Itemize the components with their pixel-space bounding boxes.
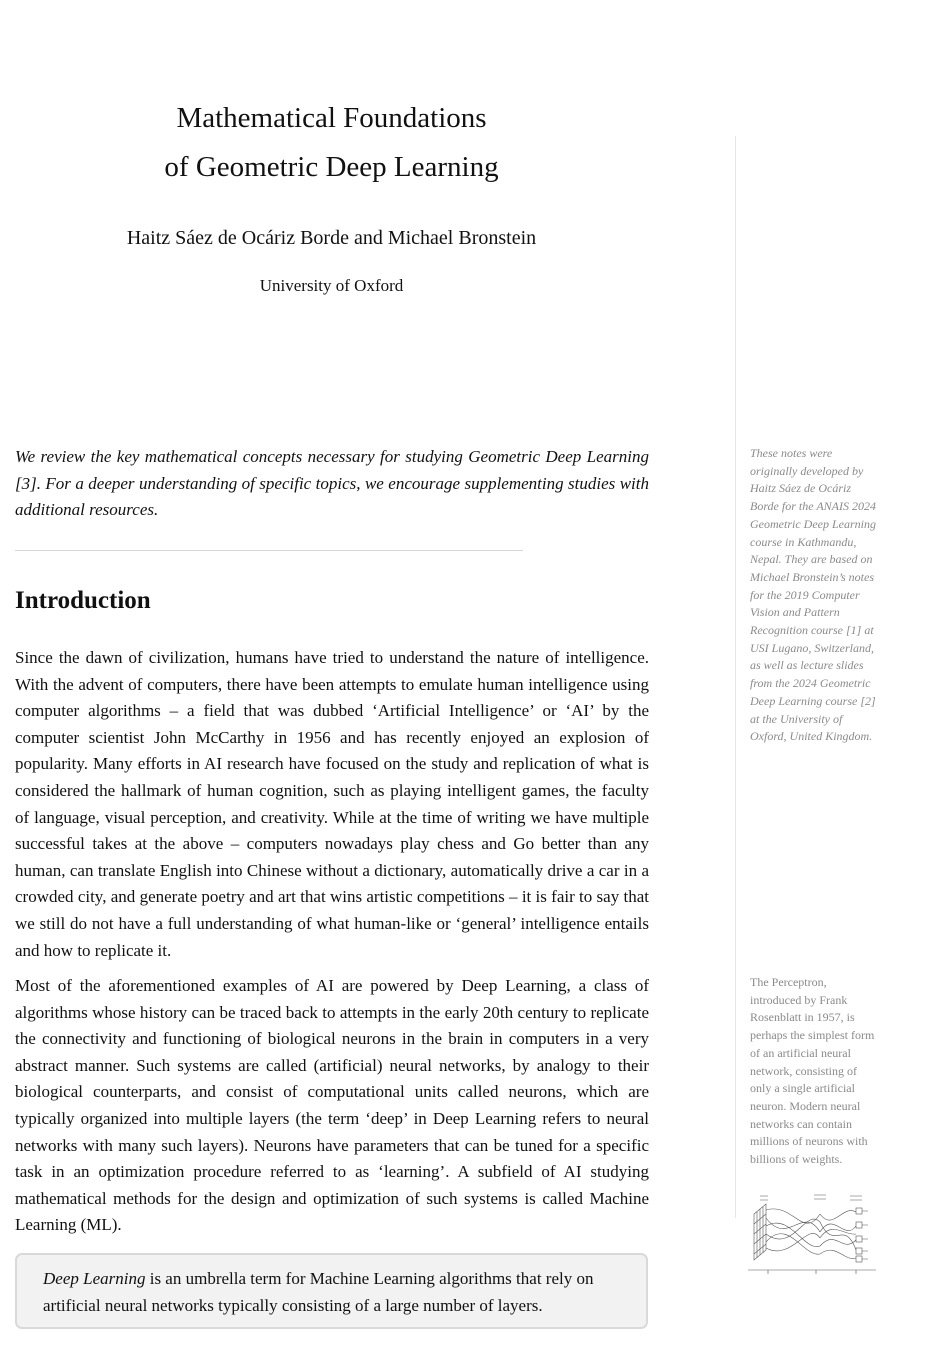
definition-term: Deep Learning <box>43 1269 146 1288</box>
sidenote-course-origin: These notes were originally developed by Haitz Sáez de Ocáriz Borde for the ANAIS 2024 Geometric Deep Learning course in Kathmandu, Nepal. They are based on Michael Bronstein’s notes for the 2019 Computer Vision and Pattern Recognition course [1] at USI Lugano, Switzerland, as well as lecture slides from the 2024 Geometric Deep Learning course [2] at the University of Oxford, United Kingdom. <box>750 446 876 744</box>
definition-box <box>15 1253 648 1329</box>
abstract: We review the key mathematical concepts necessary for studying Geometric Deep Learning [3]. For a deeper understanding of specific topics, we encourage supplementing studies with additional resources. <box>15 447 649 519</box>
intro-paragraph-2: Most of the aforementioned examples of AI are powered by Deep Learning, a class of algorithms whose history can be traced back to attempts in the early 20th century to replicate the connectivity and functioning of biological neurons in the brain in computers in a very abstract manner. Such systems are called (artificial) neural networks, by analogy to their biological counterparts, and consist of computational units called neurons, which are typically organized into multiple layers (the term ‘deep’ in Deep Learning refers to neural networks with many such layers). Neurons have parameters that can be tuned for a specific task in an optimization procedure referred to as ‘learning’. A subfield of AI studying mathematical methods for the design and optimization of such systems is called Machine Learning (ML). <box>15 976 649 1235</box>
sidenote-perceptron: The Perceptron, introduced by Frank Rosenblatt in 1957, is perhaps the simplest form of an artificial neural network, consisting of only a single artificial neuron. Modern neural networks can contain millions of neurons with billions of weights. <box>750 975 875 1167</box>
section-divider <box>15 550 523 551</box>
paper-authors: Haitz Sáez de Ocáriz Borde and Michael Bronstein <box>126 227 537 249</box>
paper-affiliation: University of Oxford <box>259 276 404 295</box>
section-heading-introduction: Introduction <box>15 587 151 614</box>
paper-title-line-2: of Geometric Deep Learning <box>164 151 499 183</box>
definition-text: is an umbrella term for Machine Learning algorithms that rely on artificial neural networks typically consisting of a large number of layers. <box>43 1269 594 1315</box>
intro-paragraph-1: Since the dawn of civilization, humans have tried to understand the nature of intelligence. With the advent of computers, there have been attempts to emulate human intelligence using computer algorithms – a field that was dubbed ‘Artificial Intelligence’ or ‘AI’ by the computer scientist John McCarthy in 1956 and has recently enjoyed an explosion of popularity. Many efforts in AI research have focused on the study and replication of what is considered the hallmark of human cognition, such as playing intelligent games, the faculty of language, visual perception, and creativity. While at the time of writing we have multiple successful takes at the above – computers nowadays play chess and Go better than any human, can translate English into Chinese without a dictionary, automatically drive a car in a crowded city, and generate poetry and art that wins artistic competitions – it is fair to say that we still do not have a full understanding of what human-like or ‘general’ intelligence entails and how to replicate it. <box>15 648 649 960</box>
margin-divider <box>735 136 736 1218</box>
paper-title-line-1: Mathematical Foundations <box>176 102 487 134</box>
perceptron-diagram-icon <box>748 1192 876 1274</box>
